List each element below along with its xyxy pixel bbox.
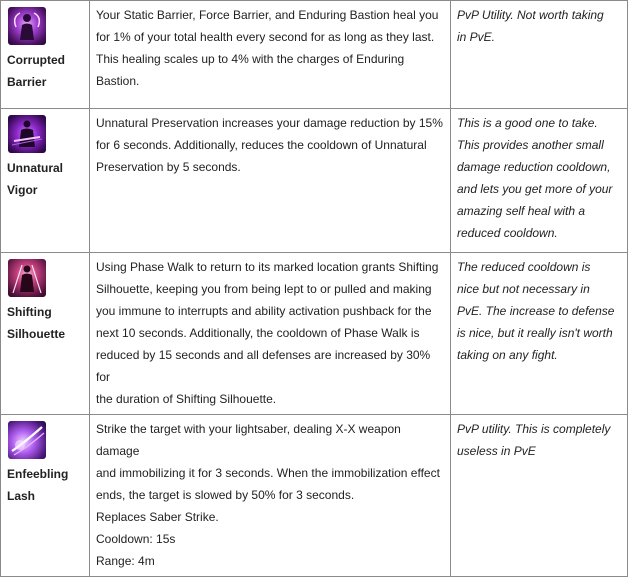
- description-line: This healing scales up to 4% with the charges of Enduring: [96, 52, 405, 66]
- ability-note: [451, 109, 628, 253]
- table-row: [1, 1, 628, 109]
- ability-description: [90, 253, 451, 415]
- description-line: Range: 4m: [96, 554, 155, 568]
- note-line: useless in PvE: [457, 444, 536, 458]
- description-line: Cooldown: 15s: [96, 532, 176, 546]
- description-line: Unnatural Preservation increases your damage reduction by 15%: [96, 116, 443, 130]
- description-line: for 6 seconds. Additionally, reduces the cooldown of Unnatural: [96, 138, 427, 152]
- description-line: you immune to interrupts and ability activation pushback for the: [96, 304, 432, 318]
- note-line: PvP Utility. Not worth taking: [457, 8, 604, 22]
- ability-note: [451, 1, 628, 109]
- ability-name: [7, 301, 86, 345]
- description-line: ends, the target is slowed by 50% for 3 seconds.: [96, 488, 355, 502]
- ability-name: [7, 463, 86, 507]
- description-line: Replaces Saber Strike.: [96, 510, 219, 524]
- description-line: Your Static Barrier, Force Barrier, and Enduring Bastion heal you: [96, 8, 439, 22]
- note-line: PvP utility. This is completely: [457, 422, 611, 436]
- table-row: [1, 415, 628, 577]
- note-line: in PvE.: [457, 30, 496, 44]
- note-line: This is a good one to take.: [457, 116, 598, 130]
- note-line: This provides another small: [457, 138, 604, 152]
- ability-name-line: Lash: [7, 489, 36, 503]
- description-line: Strike the target with your lightsaber, dealing X-X weapon damage: [96, 422, 401, 458]
- ability-description: [90, 109, 451, 253]
- description-line: reduced by 15 seconds and all defenses are increased by 30% for: [96, 348, 431, 384]
- ability-cell: [1, 415, 90, 577]
- corrupted-barrier-icon: [8, 7, 46, 45]
- note-line: The reduced cooldown is: [457, 260, 591, 274]
- note-line: is nice, but it really isn't worth: [457, 326, 613, 340]
- ability-name-line: Corrupted: [7, 53, 65, 67]
- ability-name-line: Barrier: [7, 75, 47, 89]
- ability-name-line: Unnatural: [7, 161, 64, 175]
- ability-note: [451, 253, 628, 415]
- ability-name-line: Vigor: [7, 183, 38, 197]
- ability-name: [7, 157, 86, 201]
- table-row: [1, 109, 628, 253]
- ability-cell: [1, 253, 90, 415]
- description-line: and immobilizing it for 3 seconds. When the immobilization effect: [96, 466, 440, 480]
- description-line: Preservation by 5 seconds.: [96, 160, 241, 174]
- shifting-silhouette-icon: [8, 259, 46, 297]
- ability-name: [7, 49, 86, 93]
- ability-cell: [1, 109, 90, 253]
- table-row: [1, 253, 628, 415]
- description-line: for 1% of your total health every second for as long as they last.: [96, 30, 435, 44]
- description-line: Using Phase Walk to return to its marked location grants Shifting: [96, 260, 439, 274]
- ability-name-line: Silhouette: [7, 327, 66, 341]
- description-line: Bastion.: [96, 74, 140, 88]
- ability-note: [451, 415, 628, 577]
- description-line: the duration of Shifting Silhouette.: [96, 392, 277, 406]
- ability-description: [90, 415, 451, 577]
- description-line: Silhouette, keeping you from being lept to or pulled and making: [96, 282, 432, 296]
- note-line: taking on any fight.: [457, 348, 558, 362]
- note-line: and lets you get more of your: [457, 182, 613, 196]
- note-line: PvE. The increase to defense: [457, 304, 615, 318]
- ability-description: [90, 1, 451, 109]
- note-line: amazing self heal with a: [457, 204, 586, 218]
- description-line: next 10 seconds. Additionally, the cooldown of Phase Walk is: [96, 326, 420, 340]
- ability-name-line: Shifting: [7, 305, 52, 319]
- unnatural-vigor-icon: [8, 115, 46, 153]
- note-line: reduced cooldown.: [457, 226, 558, 240]
- ability-name-line: Enfeebling: [7, 467, 69, 481]
- note-line: nice but not necessary in: [457, 282, 590, 296]
- ability-cell: [1, 1, 90, 109]
- enfeebling-lash-icon: [8, 421, 46, 459]
- note-line: damage reduction cooldown,: [457, 160, 611, 174]
